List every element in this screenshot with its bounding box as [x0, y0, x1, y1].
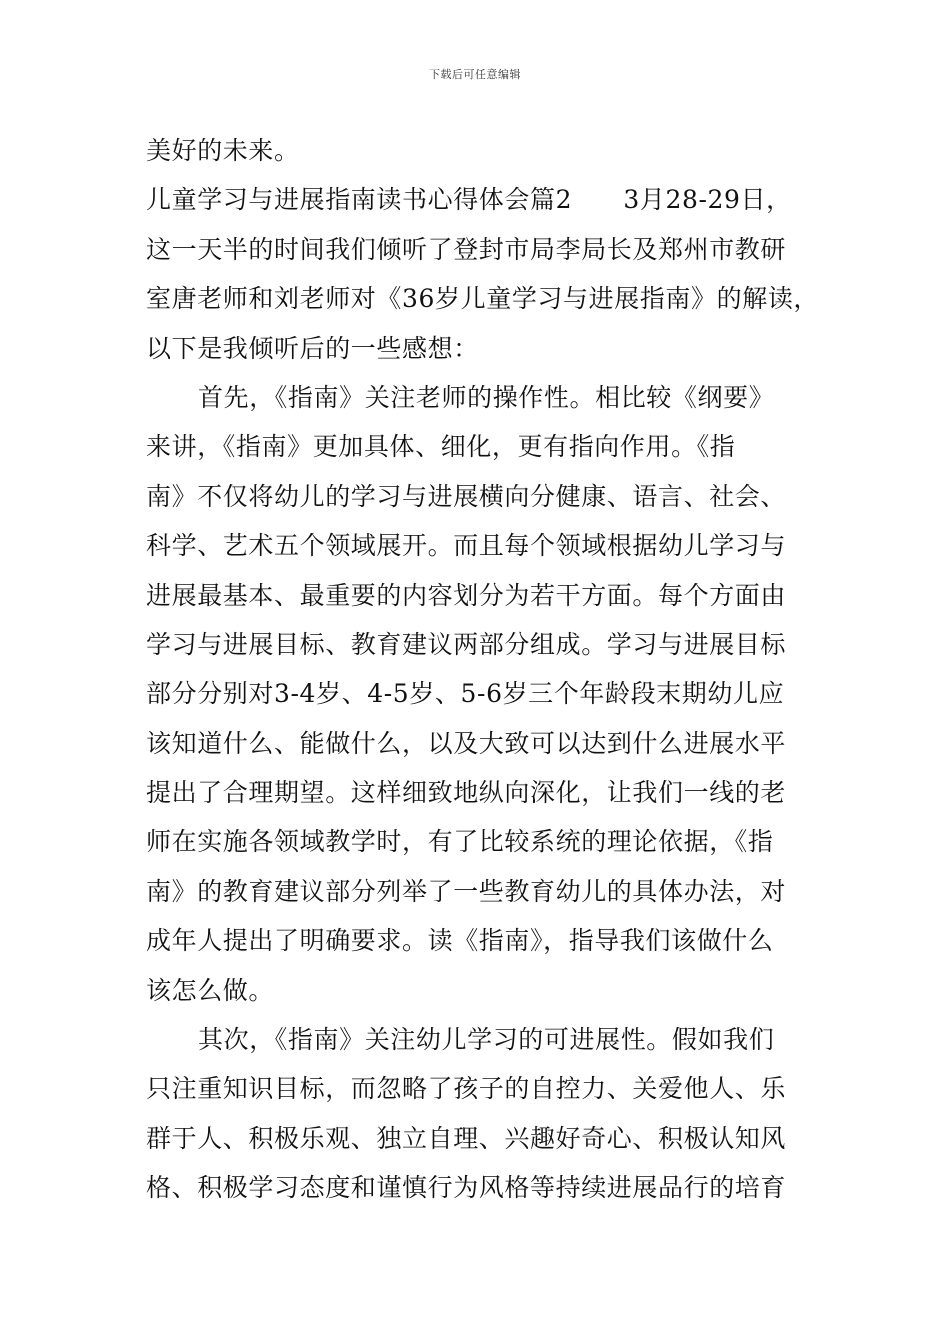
- page-header: 下载后可任意编辑: [429, 68, 521, 81]
- text-line: 群于人、积极乐观、独立自理、兴趣好奇心、积极认知风: [146, 1123, 787, 1153]
- text-line: 该知道什么、能做什么，以及大致可以达到什么进展水平: [146, 728, 787, 758]
- text-line: 来讲，《指南》更加具体、细化，更有指向作用。《指: [146, 432, 736, 462]
- text-line: 成年人提出了明确要求。读《指南》，指导我们该做什么: [146, 926, 774, 956]
- text-line: 以下是我倾听后的一些感想：: [146, 333, 479, 363]
- text-line: 格、积极学习态度和谨慎行为风格等持续进展品行的培育: [146, 1173, 787, 1203]
- text-line: 部分分别对3-4岁、4-5岁、5-6岁三个年龄段末期幼儿应: [146, 679, 785, 709]
- text-line: 室唐老师和刘老师对《36岁儿童学习与进展指南》的解读，: [146, 284, 820, 314]
- text-line: 提出了合理期望。这样细致地纵向深化，让我们一线的老: [146, 778, 787, 808]
- text-line: 师在实施各领域教学时，有了比较系统的理论依据，《指: [146, 827, 774, 857]
- text-line: 首先，《指南》关注老师的操作性。相比较《纲要》: [198, 382, 775, 412]
- document-body: [146, 126, 826, 1213]
- text-line: 美好的未来。: [146, 136, 300, 165]
- text-line: 其次，《指南》关注幼儿学习的可进展性。假如我们: [198, 1025, 775, 1055]
- text-line: 只注重知识目标，而忽略了孩子的自控力、关爱他人、乐: [146, 1074, 787, 1104]
- text-line: 学习与进展目标、教育建议两部分组成。学习与进展目标: [146, 629, 787, 659]
- text-line: 南》不仅将幼儿的学习与进展横向分健康、语言、社会、: [146, 481, 787, 511]
- text-line: 南》的教育建议部分列举了一些教育幼儿的具体办法，对: [146, 876, 787, 906]
- text-line: 这一天半的时间我们倾听了登封市局李局长及郑州市教研: [146, 234, 787, 264]
- text-line: 该怎么做。: [146, 975, 275, 1005]
- text-line: 科学、艺术五个领域展开。而且每个领域根据幼儿学习与: [146, 531, 787, 561]
- text-line: 进展最基本、最重要的内容划分为若干方面。每个方面由: [146, 580, 787, 610]
- text-line: 儿童学习与进展指南读书心得体会篇2 3月28-29日，: [146, 185, 792, 215]
